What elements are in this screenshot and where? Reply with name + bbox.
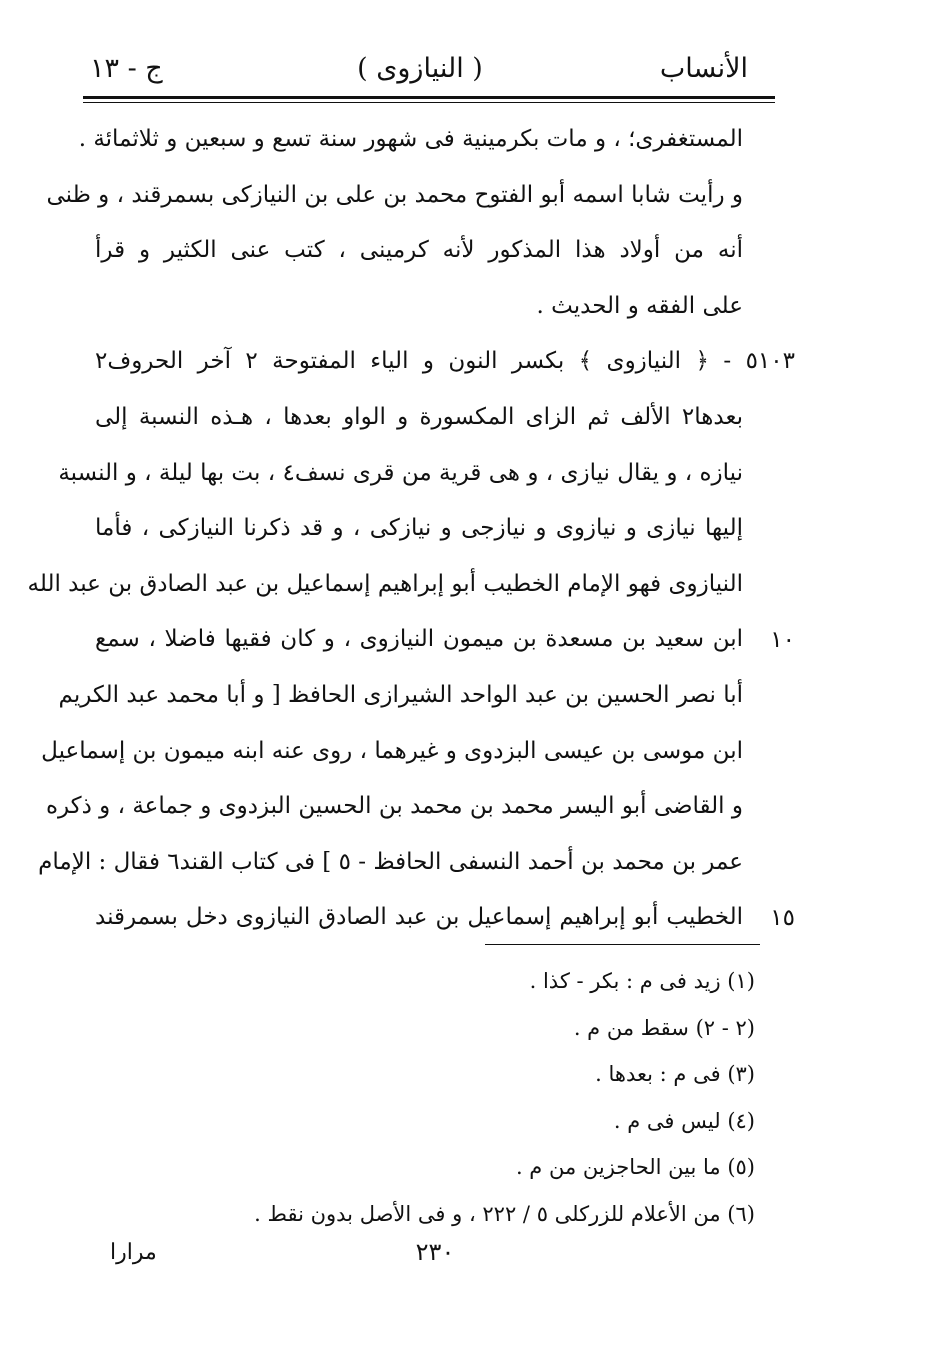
header-rule-thin — [83, 102, 775, 103]
text-line: بعدها٢ الألف ثم الزاى المكسورة و الواو بعدها ، هـذه النسبة إلى — [95, 403, 743, 430]
text-line: النيازوى فهو الإمام الخطيب أبو إبراهيم إسماعيل بن عبد الصادق بن عبد الله — [27, 570, 743, 597]
footnote: (٣) فى م : بعدها . — [595, 1062, 755, 1086]
text-line: على الفقه و الحديث . — [536, 292, 743, 319]
footnote: (٥) ما بين الحاجزين من م . — [515, 1155, 755, 1179]
text-line: عمر بن محمد بن أحمد النسفى الحافظ - ٥ ] فى كتاب القند٦ فقال : الإمام — [38, 848, 743, 875]
footnote: (٢ - ٢) سقط من م . — [573, 1015, 755, 1040]
footnote: (٤) ليس فى م . — [613, 1108, 755, 1133]
text-line: أبا نصر الحسين بن عبد الواحد الشيرازى الحافظ [ و أبا محمد عبد الكريم — [58, 681, 743, 708]
text-line: إليها نيازى و نيازوى و نيازجى و نيازكى ، و قد ذكرنا النيازكى ، فأما — [95, 515, 743, 542]
line-number-15: ١٥ — [770, 905, 795, 931]
footnote: (١) زيد فى م : بكر - كذا . — [529, 969, 755, 993]
entry-heading-line: ٥١٠٣ - ﴿ النيازوى ﴾ بكسر النون و الياء المفتوحة ٢ آخر الحروف٢ — [95, 348, 795, 374]
text-line: و القاضى أبو اليسر محمد بن محمد بن الحسين البزدوى و جماعة ، و ذكره — [45, 793, 743, 820]
text-line: و رأيت شابا اسمه أبو الفتوح محمد بن على بن النيازكى بسمرقند ، و ظنى — [46, 181, 743, 208]
signature-mark: مرارا — [110, 1240, 157, 1265]
text-line: المستغفرى؛ ، و مات بكرمينية فى شهور سنة تسع و سبعين و ثلاثمائة . — [78, 126, 743, 152]
header-rule-thick — [83, 96, 775, 99]
text-line: ابن موسى بن عيسى البزدوى و غيرهما ، روى عنه ابنه ميمون بن إسماعيل — [41, 737, 743, 764]
footnote-rule — [485, 944, 760, 945]
footnote: (٦) من الأعلام للزركلى ٥ / ٢٢٢ ، و فى الأصل بدون نقط . — [254, 1201, 755, 1226]
volume-number: ج - ١٣ — [90, 53, 163, 84]
text-line: ابن سعيد بن مسعدة بن ميمون النيازوى ، و كان فقيها فاضلا ، سمع — [95, 626, 743, 653]
main-text — [27, 112, 743, 946]
text-line: الخطيب أبو إبراهيم إسماعيل بن عبد الصادق النيازوى دخل بسمرقند — [95, 904, 743, 931]
running-title: ( النيازوى ) — [357, 53, 483, 84]
text-line: نيازه ، و يقال نيازى ، و هى قرية من قرى نسف٤ ، بت بها ليلة ، و النسبة — [58, 459, 743, 486]
page-number: ٢٣٠ — [415, 1238, 455, 1266]
footnotes — [195, 958, 755, 1237]
line-number-10: ١٠ — [770, 627, 795, 653]
book-title: الأنساب — [659, 53, 748, 84]
text-line: أنه من أولاد هذا المذكور لأنه كرمينى ، كتب عنى الكثير و قرأ — [95, 237, 743, 264]
